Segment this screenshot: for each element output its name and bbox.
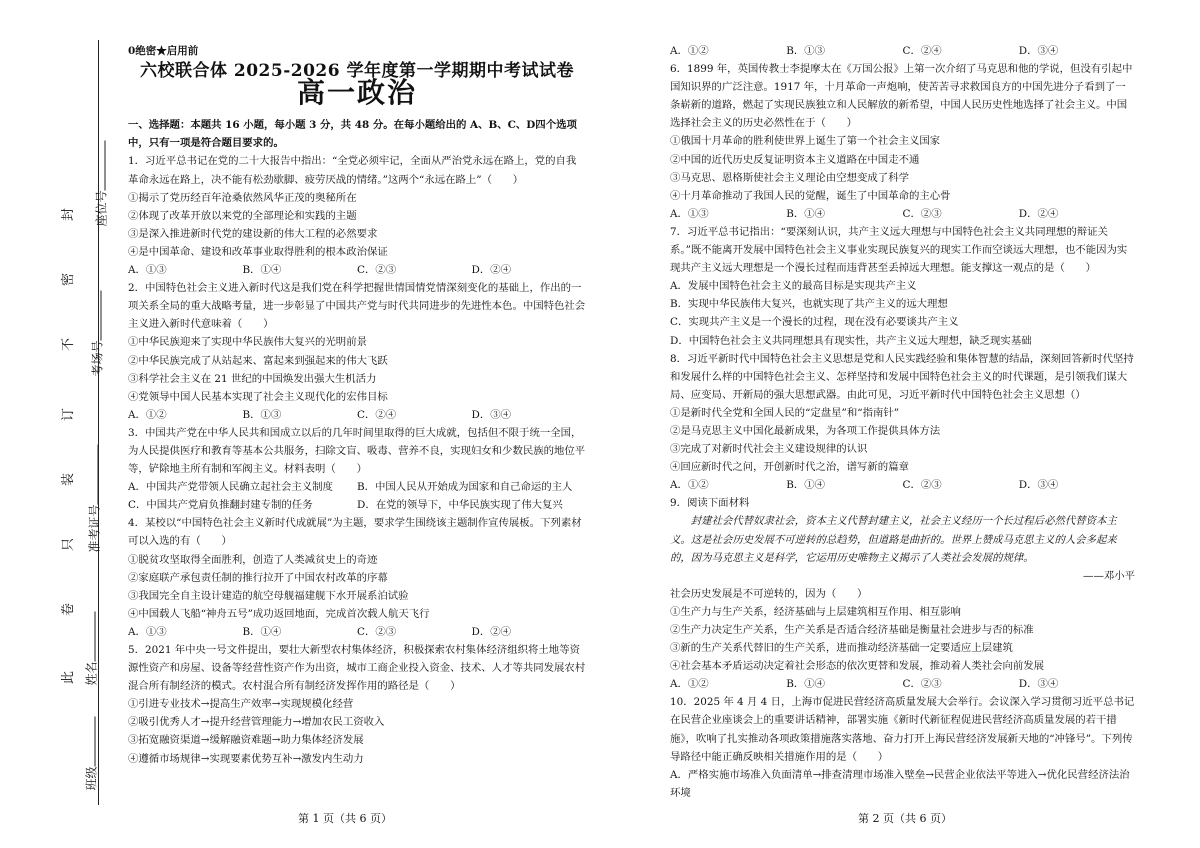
answer-option: A．①③	[670, 207, 709, 220]
question-text: 8．习近平新时代中国特色社会主义思想是党和人民实践经验和集体智慧的结晶，深刻回答新时代坚持和发展什么样的中国特色社会主义、怎样坚持和发展中国特色社会主义的时代课题，是引领我们谋大局、应变局、开新局的强大思想武器。由此可见，习近平新时代中国特色社会主义思想（）	[670, 352, 1134, 401]
section-heading: 一、选择题：本题共 16 小题，每小题 3 分，共 48 分。在每小题给出的 A、B、C、D四个选项中，只有一项是符合题目要求的。	[128, 119, 577, 150]
question-text: C．实现共产主义是一个漫长的过程，现在没有必要谈共产主义	[670, 316, 959, 329]
ticket-number-label: 准考证号	[87, 504, 102, 553]
quote-author: ——邓小平	[1083, 569, 1135, 582]
answer-option: C．②③	[902, 678, 942, 691]
answer-options	[128, 478, 586, 496]
answer-options	[670, 476, 1135, 494]
question-text: ②体现了改革开放以来党的全部理论和实践的主题	[128, 209, 357, 222]
question-text: ③马克思、恩格斯使社会主义理论由空想变成了科学	[670, 171, 909, 184]
quoted-material: 封建社会代替奴隶社会，资本主义代替封建主义，社会主义经历一个长过程后必然代替资本主义。这是社会历史发展不可逆转的总趋势，但道路是曲折的。世界上赞成马克思主义的人会多起来的，因为马克思主义是科学，它运用历史唯物主义揭示了人类社会发展的规律。	[670, 515, 1117, 564]
left-column	[128, 42, 586, 768]
seal-char: 密	[61, 272, 77, 287]
question-text: ④十月革命推动了我国人民的觉醒，诞生了中国革命的主心骨	[670, 189, 951, 202]
question-text: ③完成了对新时代社会主义建设规律的认识	[670, 443, 868, 456]
answer-option: D．②④	[471, 625, 512, 638]
answer-option: C．②③	[357, 264, 397, 277]
name-field[interactable]	[83, 611, 100, 685]
question-text: ①生产力与生产关系，经济基础与上层建筑相互作用、相互影响	[670, 605, 961, 618]
question-text: D．中国特色社会主义共同理想具有现实性，共产主义远大理想，缺乏现实基础	[670, 334, 1032, 347]
question-text: 10．2025 年 4 月 4 日，上海市促进民营经济高质量发展大会举行。会议深入学习贯彻习近平总书记在民营企业座谈会上的重要讲话精神，部署实施《新时代新征程促进民营经济高质量发展的若干措施》，吹响了扎实推动各项政策措施落实落地、奋力打开上海民营经济发展新天地的“冲锋号”。下列传导路径中能正确反映相关措施作用的是（ ）	[670, 696, 1135, 763]
question-text: ①脱贫攻坚取得全面胜利，创造了人类减贫史上的奇迹	[128, 553, 378, 566]
left-questions	[128, 116, 586, 767]
answer-options	[128, 406, 586, 424]
question-text: ④遵循市场规律→实现要素优势互补→激发内生动力	[128, 752, 364, 765]
answer-option: B．①③	[242, 408, 282, 421]
answer-option: B．①④	[786, 207, 826, 220]
question-text: ③是深入推进新时代党的建设新的伟大工程的必然要求	[128, 227, 378, 240]
question-text: 2．中国特色社会主义进入新时代这是我们党在科学把握世情国情党情深刻变化的基础上，作出的一项关系全局的重大战略考量，进一步彰显了中国共产党与时代共同进步的先进性本色。中国特色社会主义进入新时代意味着（ ）	[128, 282, 586, 331]
question-text: ④是中国革命、建设和改革事业取得胜利的根本政治保证	[128, 245, 388, 258]
answer-options	[670, 675, 1135, 693]
question-text: 6．1899 年，英国传教士李提摩太在《万国公报》上第一次介绍了马克思和他的学说，但没有引起中国知识界的广泛注意。1917 年，十月革命一声炮响，使苦苦寻求救国良方的中国先进分子看到了一条崭新的道路，燃起了实现民族独立和人民解放的新希望，中国人民历史性地选择了社会主义。中国选择社会主义的历史必然性在于（ ）	[670, 63, 1133, 130]
question-text: 1．习近平总书记在党的二十大报告中指出：“全党必须牢记，全面从严治党永远在路上，党的自我革命永远在路上，决不能有松劲歇脚、疲劳厌战的情绪。”这两个“永远在路上”（ ）	[128, 155, 577, 186]
question-text: ①俄国十月革命的胜利使世界上诞生了第一个社会主义国家	[670, 135, 941, 148]
question-text: 5．2021 年中央一号文件提出，要壮大新型农村集体经济，积极探索农村集体经济组织将土地等资源性资产和房屋、设备等经营性资产作为出资，城市工商企业投入资金、技术、人才等共同发展农村混合所有制经济的模式。农村混合所有制经济发挥作用的路径是（ ）	[128, 644, 586, 693]
answer-option: D．③④	[471, 408, 512, 421]
confidential-mark: 0绝密★启用前	[128, 45, 199, 57]
page-number-left: 第 1 页（共 6 页）	[298, 812, 392, 825]
answer-option: A．①②	[128, 408, 167, 421]
answer-option: A．①②	[670, 479, 709, 492]
class-field[interactable]	[83, 716, 100, 790]
answer-option: D．③④	[1018, 678, 1059, 691]
answer-option: A．①②	[670, 45, 709, 57]
question-text: 9．阅读下面材料	[670, 497, 750, 510]
seal-char: 卷	[61, 602, 77, 617]
answer-option: B．①④	[786, 479, 826, 492]
question-text: A．严格实施市场准入负面清单→排查清理市场准入壁垒→民营企业依法平等进入→优化民营经济法治环境	[670, 768, 1130, 799]
seal-char: 只	[61, 537, 77, 552]
answer-option: D．在党的领导下，中华民族实现了伟大复兴	[357, 499, 563, 512]
question-text: ④回应新时代之问，开创新时代之治，谱写新的篇章	[670, 461, 909, 474]
seal-char: 装	[61, 472, 77, 487]
answer-option: C．②③	[357, 625, 397, 638]
answer-option: D．③④	[1018, 45, 1059, 57]
page-number-right: 第 2 页（共 6 页）	[858, 812, 952, 825]
answer-option: D．③④	[1018, 479, 1059, 492]
subject-title: 高一政治	[296, 76, 417, 110]
exam-title: 六校联合体 2025-2026 学年度第一学期期中考试试卷	[139, 61, 575, 82]
seat-label: 座位号	[94, 190, 109, 227]
ticket-number-field[interactable]	[86, 444, 103, 552]
answer-option: B．①④	[242, 264, 282, 277]
question-text: ③拓宽融资渠道→缓解融资难题→助力集体经济发展	[128, 734, 364, 747]
answer-options	[128, 623, 586, 641]
question-text: ③科学社会主义在 21 世纪的中国焕发出强大生机活力	[128, 372, 377, 385]
question-text: ①中华民族迎来了实现中华民族伟大复兴的光明前景	[128, 336, 367, 349]
question-text: ①是新时代全党和全国人民的“定盘星”和“指南针”	[670, 406, 900, 419]
question-text: ②生产力决定生产关系，生产关系是否适合经济基础是衡量社会进步与否的标准	[670, 624, 1034, 636]
answer-option: D．②④	[471, 264, 512, 277]
question-text: ②吸引优秀人才→提升经营管理能力→增加农民工资收入	[128, 716, 385, 729]
answer-option: C．②④	[902, 45, 942, 57]
answer-option: B．①③	[786, 45, 826, 57]
question-text: ④社会基本矛盾运动决定着社会形态的依次更替和发展，推动着人类社会向前发展	[670, 660, 1045, 673]
exam-room-field[interactable]	[89, 290, 106, 376]
seal-char: 不	[61, 337, 77, 352]
seal-char: 此	[61, 670, 77, 685]
answer-option: C．中国共产党肩负推翻封建专制的任务	[128, 499, 313, 512]
answer-option: C．②③	[902, 207, 942, 220]
seal-char: 订	[61, 407, 77, 422]
question-text: ①引进专业技术→提高生产效率→实现规模化经营	[128, 698, 354, 711]
question-text: 3．中国共产党在中华人民共和国成立以后的几年时间里取得的巨大成就，包括但不限于统一全国，为人民提供医疗和教育等基本公共服务，扫除文盲、吸毒、营养不良，实现妇女和少数民族的地位平等，铲除地主所有制和军阀主义。材料表明（ ）	[128, 426, 586, 476]
question-text: ②中国的近代历史反复证明资本主义道路在中国走不通	[670, 153, 920, 166]
answer-option: C．②④	[357, 408, 397, 421]
answer-option: A．①②	[670, 678, 709, 691]
seat-number-field[interactable]	[93, 140, 110, 226]
class-label: 班级	[84, 766, 99, 791]
answer-option: A．中国共产党带领人民确立起社会主义制度	[128, 481, 333, 494]
question-text: ②是马克思主义中国化最新成果，为各项工作提供具体方法	[670, 424, 941, 437]
answer-options	[128, 261, 586, 279]
question-text: 社会历史发展是不可逆转的，因为（ ）	[670, 587, 868, 600]
exam-room-label: 考场号	[90, 340, 105, 377]
question-text: B．实现中华民族伟大复兴，也就实现了共产主义的远大理想	[670, 298, 948, 311]
answer-option: A．①③	[128, 264, 167, 277]
answer-option: D．②④	[1018, 207, 1059, 220]
answer-option: C．②③	[902, 479, 942, 492]
question-text: ②中华民族完成了从站起来、富起来到强起来的伟大飞跃	[128, 354, 388, 367]
name-label: 姓名	[84, 661, 99, 686]
question-text: ③新的生产关系代替旧的生产关系，进而推动经济基础一定要适应上层建筑	[670, 642, 1013, 655]
question-text: ③我国完全自主设计建造的航空母舰福建舰下水开展系泊试验	[128, 589, 409, 602]
right-questions	[670, 42, 1135, 802]
question-text: ①揭示了党历经百年沧桑依然风华正茂的奥秘所在	[128, 191, 357, 204]
answer-options	[128, 496, 586, 514]
question-text: A．发展中国特色社会主义的最高目标是实现共产主义	[670, 280, 917, 293]
answer-options	[670, 42, 1135, 60]
right-column	[670, 42, 1135, 802]
question-text: 7．习近平总书记指出：“要深刻认识，共产主义远大理想与中国特色社会主义共同理想的辩证关系。”既不能离开发展中国特色社会主义事业实现民族复兴的现实工作而空谈远大理想，也不能因为实现共产主义远大理想是一个漫长过程而违背甚至丢掉远大理想。能支撑这一观点的是（ ）	[670, 225, 1128, 275]
answer-option: B．①④	[786, 678, 826, 691]
answer-options	[670, 205, 1135, 223]
question-text: 4．某校以“中国特色社会主义新时代成就展”为主题，要求学生围绕该主题制作宣传展板。下列素材可以入选的有（ ）	[128, 517, 582, 548]
question-text: ④中国载人飞船“神舟五号”成功返回地面，完成首次载人航天飞行	[128, 607, 430, 620]
answer-option: B．中国人民从开始成为国家和自己命运的主人	[357, 481, 573, 494]
seal-char: 封	[61, 207, 77, 222]
answer-option: B．①④	[242, 625, 282, 638]
answer-option: A．①③	[128, 625, 167, 638]
question-text: ②家庭联产承包责任制的推行拉开了中国农村改革的序幕	[128, 571, 388, 584]
question-text: ④党领导中国人民基本实现了社会主义现代化的宏伟目标	[128, 390, 388, 403]
